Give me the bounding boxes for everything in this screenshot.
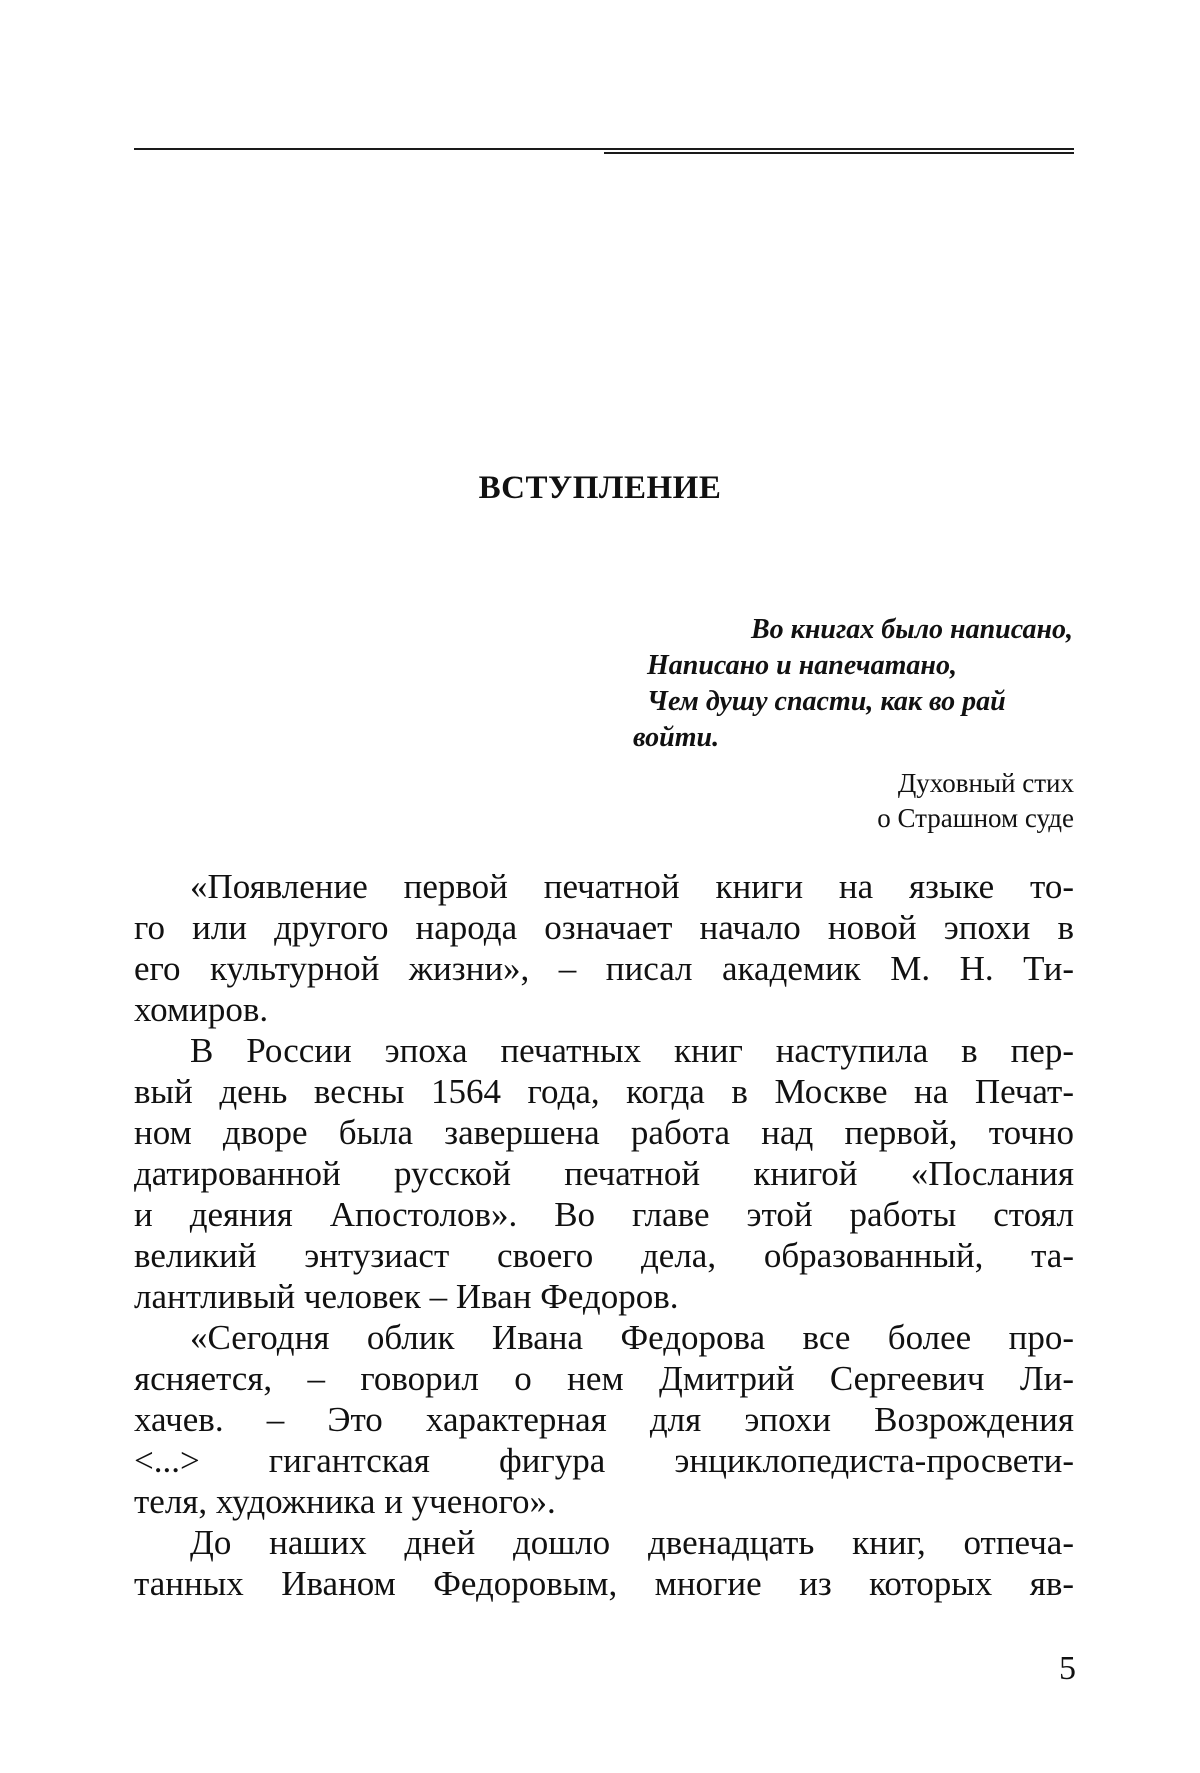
text-line: его культурной жизни», – писал академик М. Н. Ти- xyxy=(134,948,1074,989)
attribution-line: Духовный стих xyxy=(700,766,1074,801)
epigraph-line: Написано и напечатано, xyxy=(633,648,1073,684)
epigraph-line: Во книгах было написано, xyxy=(633,612,1073,648)
chapter-title: ВСТУПЛЕНИЕ xyxy=(0,470,1200,507)
text-line: До наших дней дошло двенадцать книг, отпеча- xyxy=(134,1522,1074,1563)
text-line: и деяния Апостолов». Во главе этой работы стоял xyxy=(134,1194,1074,1235)
text-line: вый день весны 1564 года, когда в Москве на Печат- xyxy=(134,1071,1074,1112)
text-line: «Сегодня облик Ивана Федорова все более про- xyxy=(134,1317,1074,1358)
epigraph-attribution xyxy=(700,766,1074,836)
text-line: танных Иваном Федоровым, многие из которых яв- xyxy=(134,1563,1074,1604)
text-line: хомиров. xyxy=(134,989,1074,1030)
text-line: великий энтузиаст своего дела, образованный, та- xyxy=(134,1235,1074,1276)
text-line: «Появление первой печатной книги на языке то- xyxy=(134,866,1074,907)
text-line: лантливый человек – Иван Федоров. xyxy=(134,1276,1074,1317)
header-rule-line xyxy=(134,148,1074,150)
text-line: ясняется, – говорил о нем Дмитрий Сергеевич Ли- xyxy=(134,1358,1074,1399)
header-rule xyxy=(134,144,1074,156)
text-line: В России эпоха печатных книг наступила в пер- xyxy=(134,1030,1074,1071)
text-line: го или другого народа означает начало новой эпохи в xyxy=(134,907,1074,948)
text-line: хачев. – Это характерная для эпохи Возрождения xyxy=(134,1399,1074,1440)
page-number: 5 xyxy=(1040,1650,1076,1688)
text-line: <...> гигантская фигура энциклопедиста-просвети- xyxy=(134,1440,1074,1481)
header-rule-line-double xyxy=(604,152,1074,154)
text-line: теля, художника и ученого». xyxy=(134,1481,1074,1522)
epigraph-line: войти. xyxy=(633,720,1073,756)
text-line: датированной русской печатной книгой «Послания xyxy=(134,1153,1074,1194)
body-text xyxy=(134,866,1074,1604)
epigraph xyxy=(633,612,1073,756)
attribution-line: о Страшном суде xyxy=(700,801,1074,836)
text-line: ном дворе была завершена работа над первой, точно xyxy=(134,1112,1074,1153)
epigraph-line: Чем душу спасти, как во рай xyxy=(633,684,1073,720)
